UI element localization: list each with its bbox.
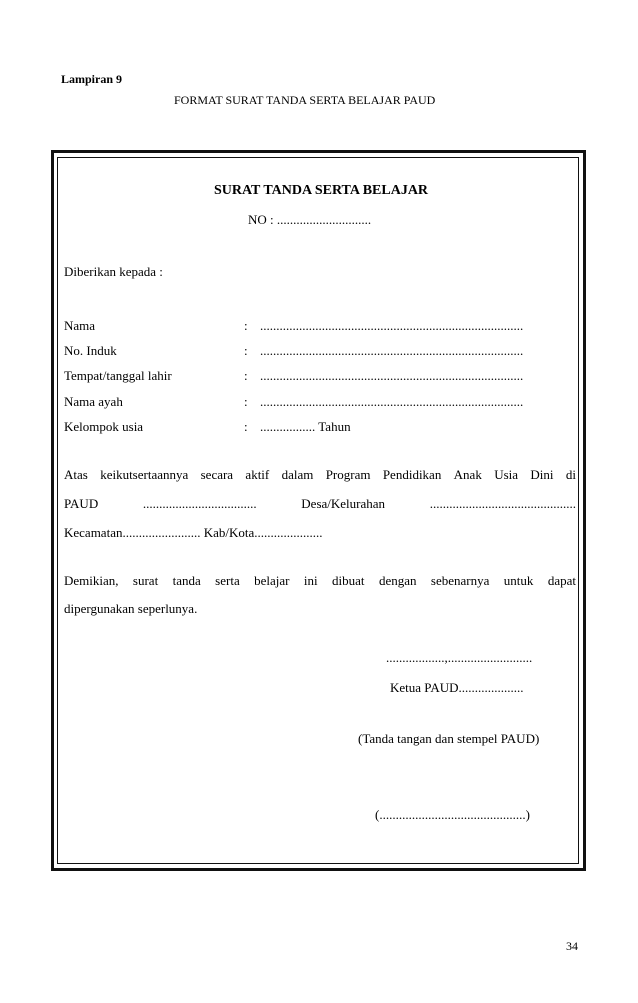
field-value-no-induk: ................................................................................. (260, 343, 524, 358)
paragraph-word: Dini (530, 467, 554, 482)
paragraph2-line2: dipergunakan seperlunya. (64, 601, 198, 616)
signature-note: (Tanda tangan dan stempel PAUD) (358, 731, 540, 746)
paragraph-word: ............................................. (429, 496, 576, 511)
field-value-tempat-tanggal-lahir: ................................................................................. (260, 368, 524, 383)
paragraph-word: Demikian, (64, 573, 119, 588)
paragraph-word: aktif (245, 467, 270, 482)
field-colon: : (244, 419, 248, 434)
paragraph1-line3: Kecamatan........................ Kab/Kota..................... (64, 525, 323, 540)
certificate-number: NO : ............................. (248, 212, 372, 227)
field-label-nama: Nama (64, 318, 96, 333)
paragraph-word: PAUD (64, 496, 99, 511)
paragraph-word: Atas (64, 467, 88, 482)
paragraph-word: sebenarnya (430, 573, 490, 588)
paragraph-word: ................................... (142, 496, 257, 511)
paragraph-word: dengan (378, 573, 417, 588)
paragraph-word: dalam (281, 467, 314, 482)
page-number: 34 (566, 939, 578, 953)
field-value-kelompok-usia: ................. Tahun (260, 419, 351, 434)
field-label-nama-ayah: Nama ayah (64, 394, 123, 409)
field-label-no-induk: No. Induk (64, 343, 117, 358)
field-colon: : (244, 394, 248, 409)
field-colon: : (244, 343, 248, 358)
field-value-nama: ................................................................................. (260, 318, 524, 333)
paragraph-word: Anak (453, 467, 482, 482)
signature-place-date: ..................,.......................... (386, 650, 533, 665)
given-to-label: Diberikan kepada : (64, 264, 163, 279)
paragraph-word: secara (200, 467, 234, 482)
paragraph-word: Desa/Kelurahan (301, 496, 386, 511)
lampiran-label: Lampiran 9 (61, 72, 123, 86)
field-label-tempat-tanggal-lahir: Tempat/tanggal lahir (64, 368, 172, 383)
paragraph-word: belajar (254, 573, 290, 588)
field-colon: : (244, 318, 248, 333)
paragraph-word: tanda (172, 573, 201, 588)
paragraph-word: dapat (547, 573, 576, 588)
paragraph-word: keikutsertaannya (100, 467, 189, 482)
field-value-nama-ayah: ................................................................................. (260, 394, 524, 409)
field-colon: : (244, 368, 248, 383)
paragraph-word: dibuat (332, 573, 365, 588)
paragraph-word: serta (215, 573, 240, 588)
certificate-title: SURAT TANDA SERTA BELAJAR (213, 183, 429, 198)
format-title: FORMAT SURAT TANDA SERTA BELAJAR PAUD (174, 93, 436, 107)
paragraph2-line1 (64, 573, 576, 589)
paragraph-word: ini (303, 573, 318, 588)
field-label-kelompok-usia: Kelompok usia (64, 419, 144, 434)
paragraph-word: Usia (494, 467, 519, 482)
paragraph-word: Program (325, 467, 371, 482)
paragraph1-line1 (64, 467, 576, 483)
paragraph-word: di (565, 467, 576, 482)
paragraph1-line2 (64, 496, 576, 512)
signature-name-line: (.............................................) (375, 807, 530, 822)
paragraph-word: untuk (503, 573, 534, 588)
paragraph-word: Pendidikan (382, 467, 442, 482)
paragraph-word: surat (132, 573, 159, 588)
signature-ketua: Ketua PAUD.................... (390, 680, 524, 695)
